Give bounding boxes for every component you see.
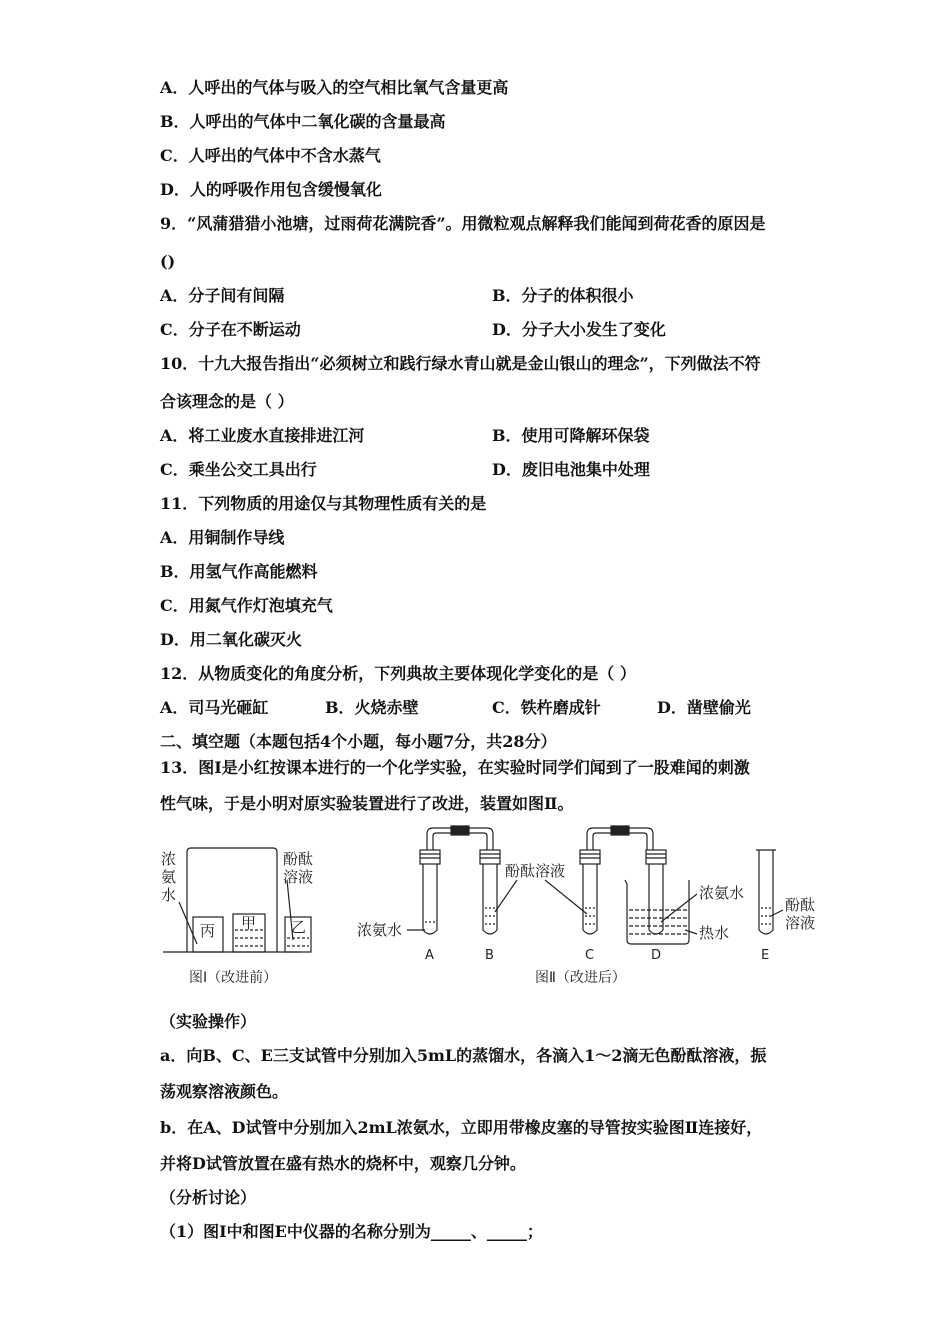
op-a-line-2: 荡观察溶液颜色。 (160, 1082, 289, 1101)
q10-option-b: B．使用可降解环保袋 (492, 426, 650, 445)
q10-option-c: C．乘坐公交工具出行 (160, 460, 317, 479)
fig2-label-phenol: 酚酞溶液 (505, 862, 566, 880)
q8-option-a: A．人呼出的气体与吸入的空气相比氧气含量更高 (160, 78, 509, 97)
q8-option-d: D．人的呼吸作用包含缓慢氧化 (160, 180, 382, 199)
fig1-label-phenol-1: 酚酞 (283, 850, 314, 868)
fig1-caption: 图Ⅰ（改进前） (189, 970, 278, 986)
op-a-line-1: a．向B、C、E三支试管中分别加入5mL的蒸馏水，各滴入1～2滴无色酚酞溶液，振 (160, 1046, 767, 1065)
fig2-label-hot-water: 热水 (699, 924, 730, 942)
fig2-pointer-phenol-b (495, 880, 517, 912)
fig2-label-ammonia: 浓氨水 (357, 921, 403, 939)
fig1-label-ammonia-1: 浓 (161, 850, 177, 868)
fig1-label-ammonia-3: 水 (161, 886, 177, 904)
tube-d (649, 864, 663, 934)
q8-option-c: C．人呼出的气体中不含水蒸气 (160, 146, 381, 165)
q11-option-a: A．用铜制作导线 (160, 528, 285, 547)
q9-option-d: D．分子大小发生了变化 (492, 320, 666, 339)
q11-option-b: B．用氢气作高能燃料 (160, 562, 318, 581)
fig2-pointer-phenol-c (545, 880, 587, 914)
q13-stem: 13．图Ⅰ是小红按课本进行的一个化学实验，在实验时同学们闻到了一股难闻的刺激 (160, 758, 750, 777)
experiment-figure (155, 822, 835, 997)
q12-stem: 12．从物质变化的角度分析，下列典故主要体现化学变化的是（ ） (160, 664, 636, 683)
q10-option-a: A．将工业废水直接排进江河 (160, 426, 365, 445)
tube-d-stopper (646, 850, 666, 864)
q13-sub-1: （1）图Ⅰ中和图E中仪器的名称分别为_____、_____； (160, 1222, 543, 1241)
q12-option-c: C．铁杵磨成针 (492, 698, 601, 717)
fig2-label-c: C (585, 948, 595, 963)
tube-cd-rubber-joint (611, 826, 629, 835)
q12-option-d: D．凿壁偷光 (657, 698, 751, 717)
q9-option-a: A．分子间有间隔 (160, 286, 285, 305)
fig2-label-b: B (485, 948, 494, 963)
fig2-label-e: E (761, 948, 770, 963)
op-title: （实验操作） (160, 1012, 257, 1031)
tube-e (759, 850, 773, 934)
q12-option-b: B．火烧赤壁 (325, 698, 419, 717)
section-heading: 二、填空题（本题包括4个小题，每小题7分，共28分） (160, 732, 557, 751)
q10-option-d: D．废旧电池集中处理 (492, 460, 650, 479)
fig1-label-ammonia-2: 氨 (161, 868, 177, 886)
q11-option-c: C．用氮气作灯泡填充气 (160, 596, 333, 615)
op-b-line-1: b．在A、D试管中分别加入2mL浓氨水，立即用带橡皮塞的导管按实验图Ⅱ连接好， (160, 1118, 763, 1137)
fig1-label-jia: 甲 (241, 914, 257, 932)
tube-a-stopper (420, 850, 440, 864)
tube-ab-rubber-joint (451, 826, 469, 835)
fig2-caption: 图Ⅱ（改进后） (535, 970, 626, 986)
discuss-title: （分析讨论） (160, 1188, 257, 1207)
q9-stem: 9．“风蒲猎猎小池塘，过雨荷花满院香”。用微粒观点解释我们能闻到荷花香的原因是 (160, 214, 766, 233)
experiment-figure-svg (155, 822, 835, 997)
fig1-pointer-ammonia (179, 902, 197, 944)
q8-option-b: B．人呼出的气体中二氧化碳的含量最高 (160, 112, 446, 131)
q13-stem-cont: 性气味，于是小明对原实验装置进行了改进，装置如图Ⅱ。 (160, 794, 574, 813)
op-b-line-2: 并将D试管放置在盛有热水的烧杯中，观察几分钟。 (160, 1154, 526, 1173)
fig2-label-phenol-e-2: 溶液 (785, 914, 816, 932)
tube-c-stopper (580, 850, 600, 864)
tube-a (423, 864, 437, 934)
q9-option-b: B．分子的体积很小 (492, 286, 634, 305)
q11-stem: 11．下列物质的用途仅与其物理性质有关的是 (160, 494, 487, 513)
fig2-label-ammonia-d: 浓氨水 (699, 884, 745, 902)
fig2-label-phenol-e-1: 酚酞 (785, 896, 816, 914)
fig2-label-a: A (425, 948, 434, 963)
fig1-label-bing: 丙 (200, 922, 216, 940)
q9-option-c: C．分子在不断运动 (160, 320, 301, 339)
q10-stem-cont: 合该理念的是（ ） (160, 392, 294, 411)
tube-b-stopper (480, 850, 500, 864)
fig1-label-yi: 乙 (291, 918, 307, 936)
q10-stem: 10．十九大报告指出“必须树立和践行绿水青山就是金山银山的理念”，下列做法不符 (160, 354, 761, 373)
q9-stem-cont: () (160, 252, 176, 271)
fig1-label-phenol-2: 溶液 (283, 868, 314, 886)
q11-option-d: D．用二氧化碳灭火 (160, 630, 302, 649)
q12-option-a: A．司马光砸缸 (160, 698, 269, 717)
fig2-label-d: D (651, 948, 662, 963)
